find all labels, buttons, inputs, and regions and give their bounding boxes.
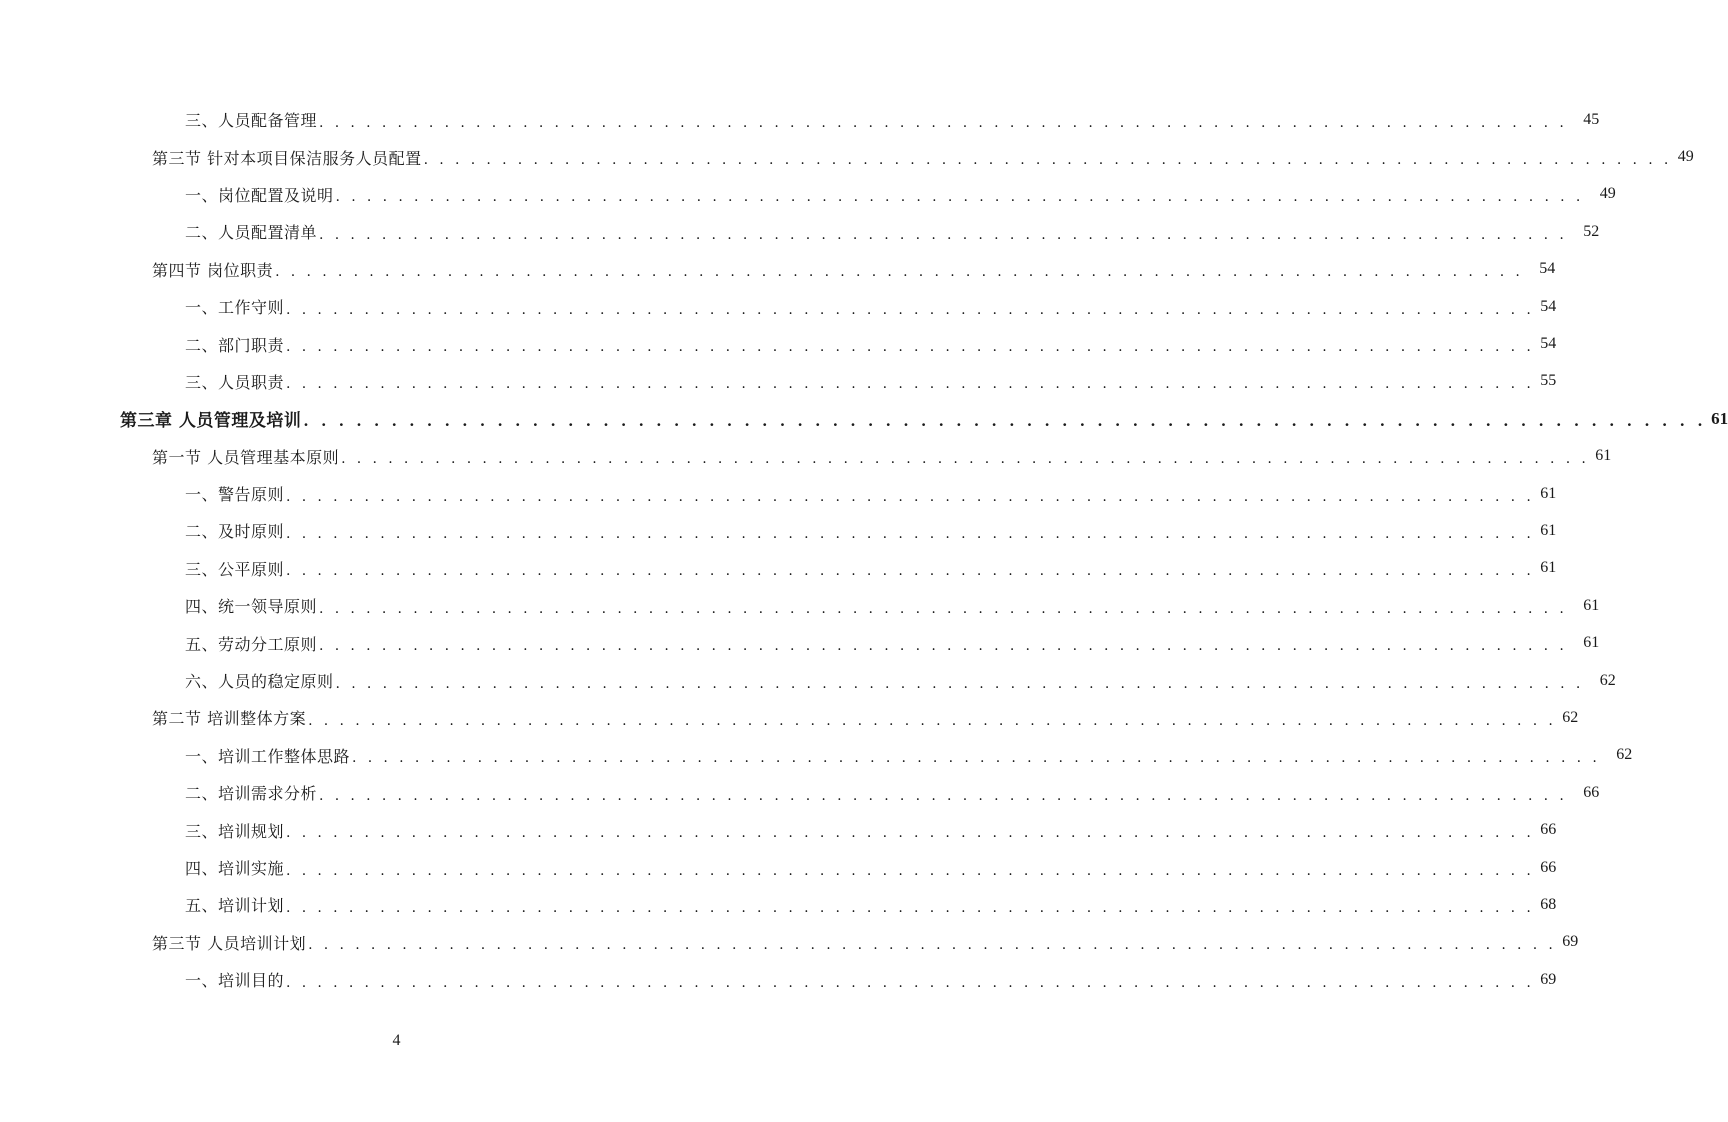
toc-dot-leader: . . . . . . . . . . . . . . . . . . . . . . . . . . . . . . . . . . . . . . . . . . . . . . . . . . . . . . . . . . . . . . . . . . . . . . . . . . . . . . . . [286,525,1535,542]
toc-dot-leader: . . . . . . . . . . . . . . . . . . . . . . . . . . . . . . . . . . . . . . . . . . . . . . . . . . . . . . . . . . . . . . . . . . . . . . . . . . . . . . . . [423,152,1672,169]
toc-entry[interactable] [0,737,1633,774]
toc-entry-page: 69 [1562,933,1579,951]
toc-entry-title: 四、培训实施 [185,859,285,878]
toc-dot-leader: . . . . . . . . . . . . . . . . . . . . . . . . . . . . . . . . . . . . . . . . . . . . . . . . . . . . . . . . . . . . . . . . . . . . . . . . . . . . . . . . [286,563,1535,580]
toc-entry-title: 第三节 针对本项目保洁服务人员配置 [152,148,422,168]
toc-entry[interactable] [0,438,1612,475]
toc-entry[interactable] [0,363,1557,400]
toc-entry[interactable] [0,624,1600,661]
toc-entry-title: 一、工作守则 [185,298,285,318]
toc-dot-leader: . . . . . . . . . . . . . . . . . . . . . . . . . . . . . . . . . . . . . . . . . . . . . . . . . . . . . . . . . . . . . . . . . . . . . . . . . . . . . . . . [319,787,1568,804]
toc-dot-leader: . . . . . . . . . . . . . . . . . . . . . . . . . . . . . . . . . . . . . . . . . . . . . . . . . . . . . . . . . . . . . . . . . . . . . . . . . . . . . . . . [341,451,1590,468]
toc-entry-page: 61 [1540,484,1557,502]
toc-dot-leader: . . . . . . . . . . . . . . . . . . . . . . . . . . . . . . . . . . . . . . . . . . . . . . . . . . . . . . . . . . . . . . . . . . . . . . . . . . . . . . . . [286,488,1535,505]
toc-entry-title: 二、及时原则 [185,522,285,542]
toc-entry[interactable] [0,288,1557,325]
toc-dot-leader: . . . . . . . . . . . . . . . . . . . . . . . . . . . . . . . . . . . . . . . . . . . . . . . . . . . . . . . . . . . . . . . . . . . . . . . . . . . . . . . . [286,974,1535,991]
toc-entry-title: 三、人员职责 [185,372,285,392]
toc-entry-page: 52 [1583,222,1600,240]
toc-entry[interactable] [0,101,1600,138]
toc-entry-page: 61 [1711,408,1728,428]
toc-dot-leader: . . . . . . . . . . . . . . . . . . . . . . . . . . . . . . . . . . . . . . . . . . . . . . . . . . . . . . . . . . . . . . . . . . . . . . . . . . . . . . . . [286,862,1535,879]
toc-entry-title: 一、培训目的 [185,971,285,991]
toc-entry[interactable] [0,811,1557,848]
toc-dot-leader: . . . . . . . . . . . . . . . . . . . . . . . . . . . . . . . . . . . . . . . . . . . . . . . . . . . . . . . . . . . . . . . . . . . . . . . . . . . . . . . . [319,600,1568,617]
toc-entry[interactable] [0,176,1616,213]
toc-entry[interactable] [0,550,1557,587]
toc-entry-page: 54 [1539,260,1556,278]
toc-dot-leader: . . . . . . . . . . . . . . . . . . . . . . . . . . . . . . . . . . . . . . . . . . . . . . . . . . . . . . . . . . . . . . . . . . . . . . . . . . . . . . . . [286,301,1535,318]
toc-entry-page: 55 [1540,372,1557,390]
toc-entry[interactable] [0,138,1694,175]
toc-entry[interactable] [0,961,1557,998]
toc-entry-title: 二、培训需求分析 [185,784,318,804]
toc-entry-page: 45 [1583,110,1600,128]
toc-entry-page: 61 [1540,559,1557,577]
toc-entry-title: 一、岗位配置及说明 [185,185,334,205]
toc-entry-title: 二、人员配置清单 [185,223,318,243]
toc-entry[interactable] [0,924,1579,961]
toc-entry-title: 五、培训计划 [185,896,285,916]
toc-entry[interactable] [0,886,1557,923]
toc-entry-page: 54 [1540,335,1557,353]
toc-entry[interactable] [0,213,1600,250]
toc-entry-title: 三、培训规划 [185,821,285,841]
toc-entry-title: 第三节 人员培训计划 [152,933,307,953]
toc-entry-page: 61 [1540,521,1557,539]
toc-entry-page: 62 [1616,746,1633,764]
toc-entry-page: 49 [1599,185,1616,203]
toc-dot-leader: . . . . . . . . . . . . . . . . . . . . . . . . . . . . . . . . . . . . . . . . . . . . . . . . . . . . . . . . . . . . . . . . . . . . . . . . . . . . . . . . [335,675,1584,692]
toc-dot-leader: . . . . . . . . . . . . . . . . . . . . . . . . . . . . . . . . . . . . . . . . . . . . . . . . . . . . . . . . . . . . . . . . . . . . . . . . . . . . . . . . [319,114,1568,131]
toc-dot-leader: . . . . . . . . . . . . . . . . . . . . . . . . . . . . . . . . . . . . . . . . . . . . . . . . . . . . . . . . . . . . . . . . . . . . . . . . . . . . . . . . [286,825,1535,842]
toc-entry-title: 三、人员配备管理 [185,111,318,131]
toc-entry-title: 二、部门职责 [185,335,285,355]
toc-entry[interactable] [0,325,1557,362]
toc-dot-leader: . . . . . . . . . . . . . . . . . . . . . . . . . . . . . . . . . . . . . . . . . . . . . . . . . . . . . . . . . . . . . . . . . . . . . . . . . . . . . . . . [319,226,1568,243]
table-of-contents [0,101,1728,998]
toc-dot-leader: . . . . . . . . . . . . . . . . . . . . . . . . . . . . . . . . . . . . . . . . . . . . . . . . . . . . . . . . . . . . . . . . . . . . . . . . . . . . . . . . [308,937,1557,954]
toc-entry-page: 66 [1540,821,1557,839]
toc-entry-title: 一、培训工作整体思路 [185,746,351,766]
toc-entry-page: 61 [1595,447,1612,465]
toc-entry-page: 54 [1540,297,1557,315]
toc-dot-leader: . . . . . . . . . . . . . . . . . . . . . . . . . . . . . . . . . . . . . . . . . . . . . . . . . . . . . . . . . . . . . . . . . . . . . . . . . . . . . . . . [352,750,1601,767]
toc-entry[interactable] [0,699,1579,736]
toc-entry[interactable] [0,400,1728,437]
toc-entry[interactable] [0,512,1557,549]
toc-entry-page: 62 [1599,671,1616,689]
toc-entry[interactable] [0,774,1600,811]
toc-entry[interactable] [0,587,1600,624]
toc-dot-leader: . . . . . . . . . . . . . . . . . . . . . . . . . . . . . . . . . . . . . . . . . . . . . . . . . . . . . . . . . . . . . . . . . . . . . . . . . . . . . . . . [286,339,1535,356]
toc-dot-leader: . . . . . . . . . . . . . . . . . . . . . . . . . . . . . . . . . . . . . . . . . . . . . . . . . . . . . . . . . . . . . . . . . . . . . . . . . . . . . . . . [286,376,1535,393]
toc-entry-title: 四、统一领导原则 [185,597,318,617]
toc-entry-page: 66 [1540,858,1557,876]
toc-entry-title: 第二节 培训整体方案 [152,709,307,729]
toc-entry-title: 一、警告原则 [185,485,285,505]
toc-entry-page: 69 [1540,970,1557,988]
toc-entry[interactable] [0,849,1557,886]
toc-entry-page: 66 [1583,783,1600,801]
toc-entry[interactable] [0,662,1616,699]
toc-dot-leader: . . . . . . . . . . . . . . . . . . . . . . . . . . . . . . . . . . . . . . . . . . . . . . . . . . . . . . . . . . . . . . . . . . . . . . . . . . . . . . . . [275,264,1524,281]
toc-entry-title: 六、人员的稳定原则 [185,672,334,692]
toc-entry-page: 68 [1540,895,1557,913]
toc-entry-title: 三、公平原则 [185,559,285,579]
toc-dot-leader: . . . . . . . . . . . . . . . . . . . . . . . . . . . . . . . . . . . . . . . . . . . . . . . . . . . . . . . . . . . . . . . . . . . . . . . . . . . . . . . . [335,189,1584,206]
toc-entry-title: 第一节 人员管理基本原则 [152,447,340,467]
toc-dot-leader: . . . . . . . . . . . . . . . . . . . . . . . . . . . . . . . . . . . . . . . . . . . . . . . . . . . . . . . . . . . . . . . . . . . . . . . . . . . . . . . . [308,712,1557,729]
toc-entry-title: 五、劳动分工原则 [185,634,318,654]
page-number: 4 [392,1032,401,1049]
toc-entry-title: 第三章 人员管理及培训 [120,411,302,432]
toc-entry[interactable] [0,251,1556,288]
toc-entry-title: 第四节 岗位职责 [152,260,274,280]
toc-entry-page: 61 [1583,634,1600,652]
toc-dot-leader: . . . . . . . . . . . . . . . . . . . . . . . . . . . . . . . . . . . . . . . . . . . . . . . . . . . . . . . . . . . . . . . . . . . . . . . . . . . . . . . . [319,638,1568,655]
toc-entry[interactable] [0,475,1557,512]
toc-entry-page: 62 [1562,708,1579,726]
toc-dot-leader: . . . . . . . . . . . . . . . . . . . . . . . . . . . . . . . . . . . . . . . . . . . . . . . . . . . . . . . . . . . . . . . . . . . . . . . . . . . . . . . . [303,412,1707,431]
toc-dot-leader: . . . . . . . . . . . . . . . . . . . . . . . . . . . . . . . . . . . . . . . . . . . . . . . . . . . . . . . . . . . . . . . . . . . . . . . . . . . . . . . . [286,899,1535,916]
toc-entry-page: 61 [1583,596,1600,614]
toc-entry-page: 49 [1677,148,1694,166]
